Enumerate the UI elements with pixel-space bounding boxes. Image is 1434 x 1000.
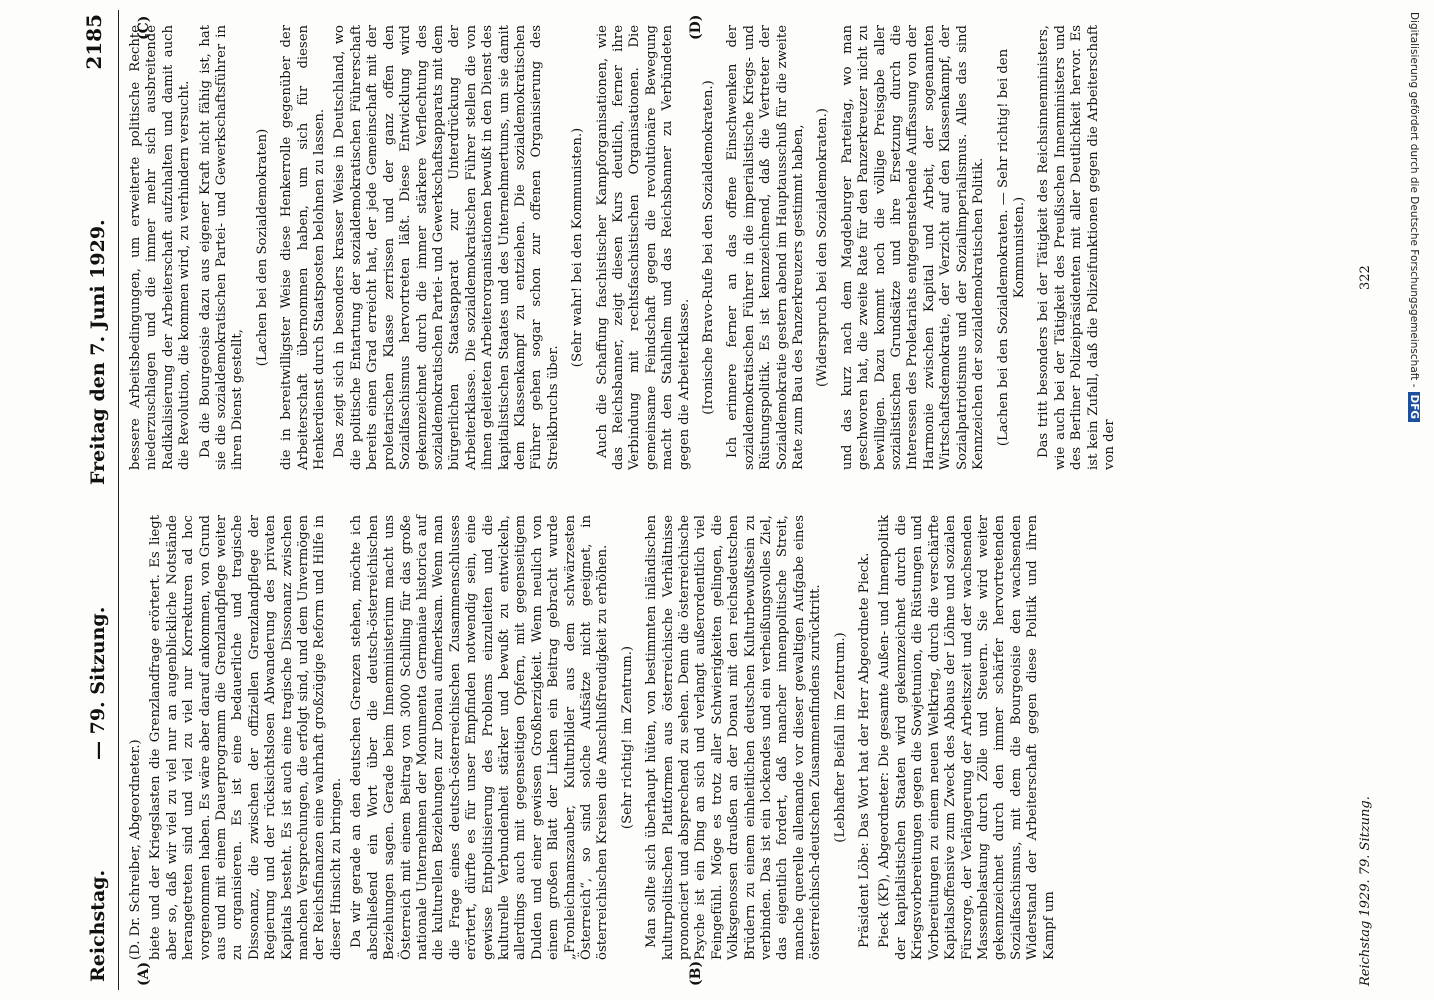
interjection: (Sehr wahr! bei den Kommunisten.) — [570, 127, 586, 368]
paragraph: die in bereitwilligster Weise diese Henkerrolle gegenüber der Arbeiterschaft übernommen haben, um sich für diesen Henkerdienst durch Staatsposten belohnen zu lassen. — [279, 25, 328, 470]
header-date: Freitag den 7. Juni 1929. — [87, 219, 109, 485]
paragraph-speaker-pieck: Pieck (KP), Abgeordneter: Die gesamte Außen- und Innenpolitik der kapitalistischen Staaten wird gekennzeichnet durch die Kriegsvorbereitungen gegen die Sowjetunion, die Rüstungen und Vorbereitungen zu einem neuen Weltkrieg, durch die verschärfte Kapitalsoffensive zum Zweck des Abbaus der Löhne und sozialen Fürsorge, der Verlängerung der Arbeitszeit und der wachsenden Massenbelastung durch Zölle und Steuern. Sie wird weiter gekennzeichnet durch den immer schärfer hervortretenden Sozialfaschismus, mit dem die Bourgeoisie den wachsenden Widerstand der Arbeiterschaft gegen diese Politik und ihren Kampf um — [877, 515, 1057, 960]
interjection: (Ironische Bravo-Rufe bei den Sozialdemokraten.) — [701, 80, 716, 415]
paragraph: Man sollte sich überhaupt hüten, von bestimmten inländischen kulturpolitischen Plattformen aus österreichische Verhältnisse prononciert und absprechend zu sehen. Denn die österreichische Psyche ist ein Ding an sich und verlangt außerordentlich viel Feingefühl. Möge es trotz aller Schwierigkeiten gelingen, die Volksgenossen draußen an der Donau mit den reichsdeutschen Brüdern zu einem einheitlichen deutschen Kulturbewußtsein zu verbinden. Das ist ein lockendes und ein verheißungsvolles Ziel, das eigentlich fordert, daß mancher innenpolitische Streit, manche querelle allemande vor dieser gewaltigen Aufgabe eines österreichisch-deutschen Zusammenfindens zurücktritt. — [644, 515, 824, 960]
header-reichstag: Reichstag. — [87, 869, 109, 982]
paragraph: Auch die Schaffung faschistischer Kampforganisationen, wie das Reichsbanner, zeigt diesen Kurs deutlich, ferner ihre Verbindung mit rechtsfaschistischen Organisationen. Die gemeinsame Feindschaft gegen die revolutionäre Bewegung macht den Stahlhelm und das Reichsbanner zu Verbündeten gegen die Arbeiterklasse. — [594, 25, 692, 470]
paragraph-president: Präsident Löbe: Das Wort hat der Herr Abgeordnete Pieck. — [857, 552, 873, 948]
digitization-credit-text — [1408, 12, 1420, 712]
paragraph: Da die Bourgeoisie dazu aus eigener Kraft nicht fähig ist, hat sie die sozialdemokratischen Partei- und Gewerkschaftsführer in ihren Dienst gestellt, — [197, 25, 246, 470]
interjection: (Lebhafter Beifall im Zentrum.) — [832, 632, 848, 843]
right-column — [128, 25, 1122, 470]
dfg-logo-badge: DFG — [1408, 392, 1420, 423]
footer-signature: Reichstag 1929. 79. Sitzung. — [1358, 796, 1373, 986]
interjection: (Widerspruch bei den Sozialdemokraten.) — [815, 108, 831, 387]
rotated-page-content — [82, 10, 1388, 990]
margin-marker-b: (B) — [688, 960, 704, 986]
left-column — [128, 515, 1062, 960]
paragraph: bessere Arbeitsbedingungen, um erweiterte politische Rechte niederzuschlagen und die immer mehr sich ausbreitende Radikalisierung der Arbeiterschaft aufzuhalten und damit auch die Revolution, die kommen wird, zu verhindern versucht. — [128, 25, 193, 470]
interjection: (Sehr richtig! im Zentrum.) — [619, 645, 635, 830]
page-header — [82, 10, 119, 990]
margin-marker-c: (C) — [136, 15, 152, 40]
interjection: (Lachen bei den Sozialdemokraten. — Sehr richtig! bei den Kommunisten.) — [995, 48, 1027, 447]
digitization-credit — [1404, 0, 1428, 1000]
paragraph: biete und der Kriegslasten die Grenzlandfrage erörtert. Es liegt aber so, daß wir viel zu viel nur an augenblickliche Notstände herangetreten sind und viel zu viel nur Korrekturen ad hoc vorgenommen haben. Es wäre aber darauf ankommen, von Grund aus und mit einem Dauerprogramm die Grenzlandpflege weiter zu organisieren. Es ist eine bedauerliche und tragische Dissonanz, die zwischen der offiziellen Grenzlandpflege der Regierung und der rücksichtslosen Abwanderung des privaten Kapitals besteht. Es ist auch eine tragische Dissonanz zwischen manchen Versprechungen, die erfolgt sind, und dem Unvermögen der Reichsfinanzen eine wahrhaft großzügige Reform und Hilfe in dieser Hinsicht zu bringen. — [148, 515, 344, 960]
margin-marker-d: (D) — [688, 14, 704, 40]
header-session: — 79. Sitzung. — [87, 606, 109, 760]
footer-sheet-number: 322 — [1358, 265, 1373, 290]
paragraph: und das kurz nach dem Magdeburger Parteitag, wo man geschworen hat, die zweite Rate für den Panzerkreuzer nicht zu bewilligen. Dazu kommt noch die völlige Preisgabe aller sozialistischen Grundsätze und ihre Ersetzung durch die Interessen des Proletariats entgegenstehende Auffassung von der Harmonie zwischen Kapital und Arbeit, der sogenannten Wirtschaftsdemokratie, der Verzicht auf den Klassenkampf, der Sozialpatriotismus und der Sozialimperialismus. Alles das sind Kennzeichen der sozialdemokratischen Politik. — [839, 25, 987, 470]
speaker-intro: (D. Dr. Schreiber, Abgeordneter.) — [128, 739, 143, 960]
paragraph: Das tritt besonders bei der Tätigkeit des Reichsinnenministers, wie auch bei der Tätigkeit des Preußischen Innenministers und des Berliner Polizeipräsidenten mit aller Deutlichkeit hervor. Es ist kein Zufall, daß die Polizeifunktionen gegen die Arbeiterschaft von der — [1036, 25, 1117, 470]
paragraph: Das zeigt sich in besonders krasser Weise in Deutschland, wo die politische Entartung der sozialdemokratischen Führerschaft bereits einen Grad erreicht hat, der jede Gemeinschaft mit der proletarischen Klasse zerrissen und der ganz offen den Sozialfaschismus hervortreten läßt. Diese Entwicklung wird gekennzeichnet durch die immer stärkere Verflechtung des sozialdemokratischen Partei- und Gewerkschaftsapparats mit dem bürgerlichen Staatsapparat zur Unterdrückung der Arbeiterklasse. Die sozialdemokratischen Führer stellen die von ihnen geleiteten Arbeiterorganisationen bewußt in den Dienst des kapitalistischen Staates und des Unternehmertums, um sie damit dem Klassenkampf zu entziehen. Die sozialdemokratischen Führer gehen sogar schon zur offenen Organisierung des Streikbruchs über. — [332, 25, 561, 470]
paragraph: Ich erinnere ferner an das offene Einschwenken der sozialdemokratischen Führer in die imperialistische Kriegs- und Rüstungspolitik. Es ist kennzeichnend, daß die Vertreter der Sozialdemokratie gestern abend im Hauptausschuß für die zweite Rate zum Bau des Panzerkreuzers gestimmt haben, — [725, 25, 807, 470]
page-number: 2185 — [82, 14, 106, 70]
paragraph: Da wir gerade an den deutschen Grenzen stehen, möchte ich abschließend ein Wort über die deutsch-österreichischen Beziehungen sagen. Gerade beim Innenministerium macht uns Österreich mit einem Beitrag von 3000 Schilling für das große nationale Unternehmen der Monumenta Germaniae historica auf die kulturellen Beziehungen zur Donau aufmerksam. Wenn man die Frage eines deutsch-österreichischen Zusammenschlusses erörtert, dürfte es für unser Empfinden notwendig sein, eine gewisse Entpolitisierung des Problems einzuleiten und die kulturelle Verbundenheit stärker und bewußt zu entwickeln, allerdings auch mit gegenseitigen Opfern, mit gegenseitigem Dulden und einer gewissen Großherzigkeit. Wenn neulich von einem großen Blatt der Linken ein Beitrag gebracht wurde „Fronleichnamszauber, Kulturbilder aus dem schwärzesten Österreich“, so sind solche Aufsätze nicht geeignet, in österreichischen Kreisen die Anschlußfreudigkeit zu erhöhen. — [349, 515, 611, 960]
margin-marker-a: (A) — [136, 961, 152, 986]
interjection: (Lachen bei den Sozialdemokraten) — [254, 128, 270, 367]
credit-text: Digitalisierung gefördert durch die Deutsche Forschungsgemeinschaft - — [1408, 12, 1420, 388]
